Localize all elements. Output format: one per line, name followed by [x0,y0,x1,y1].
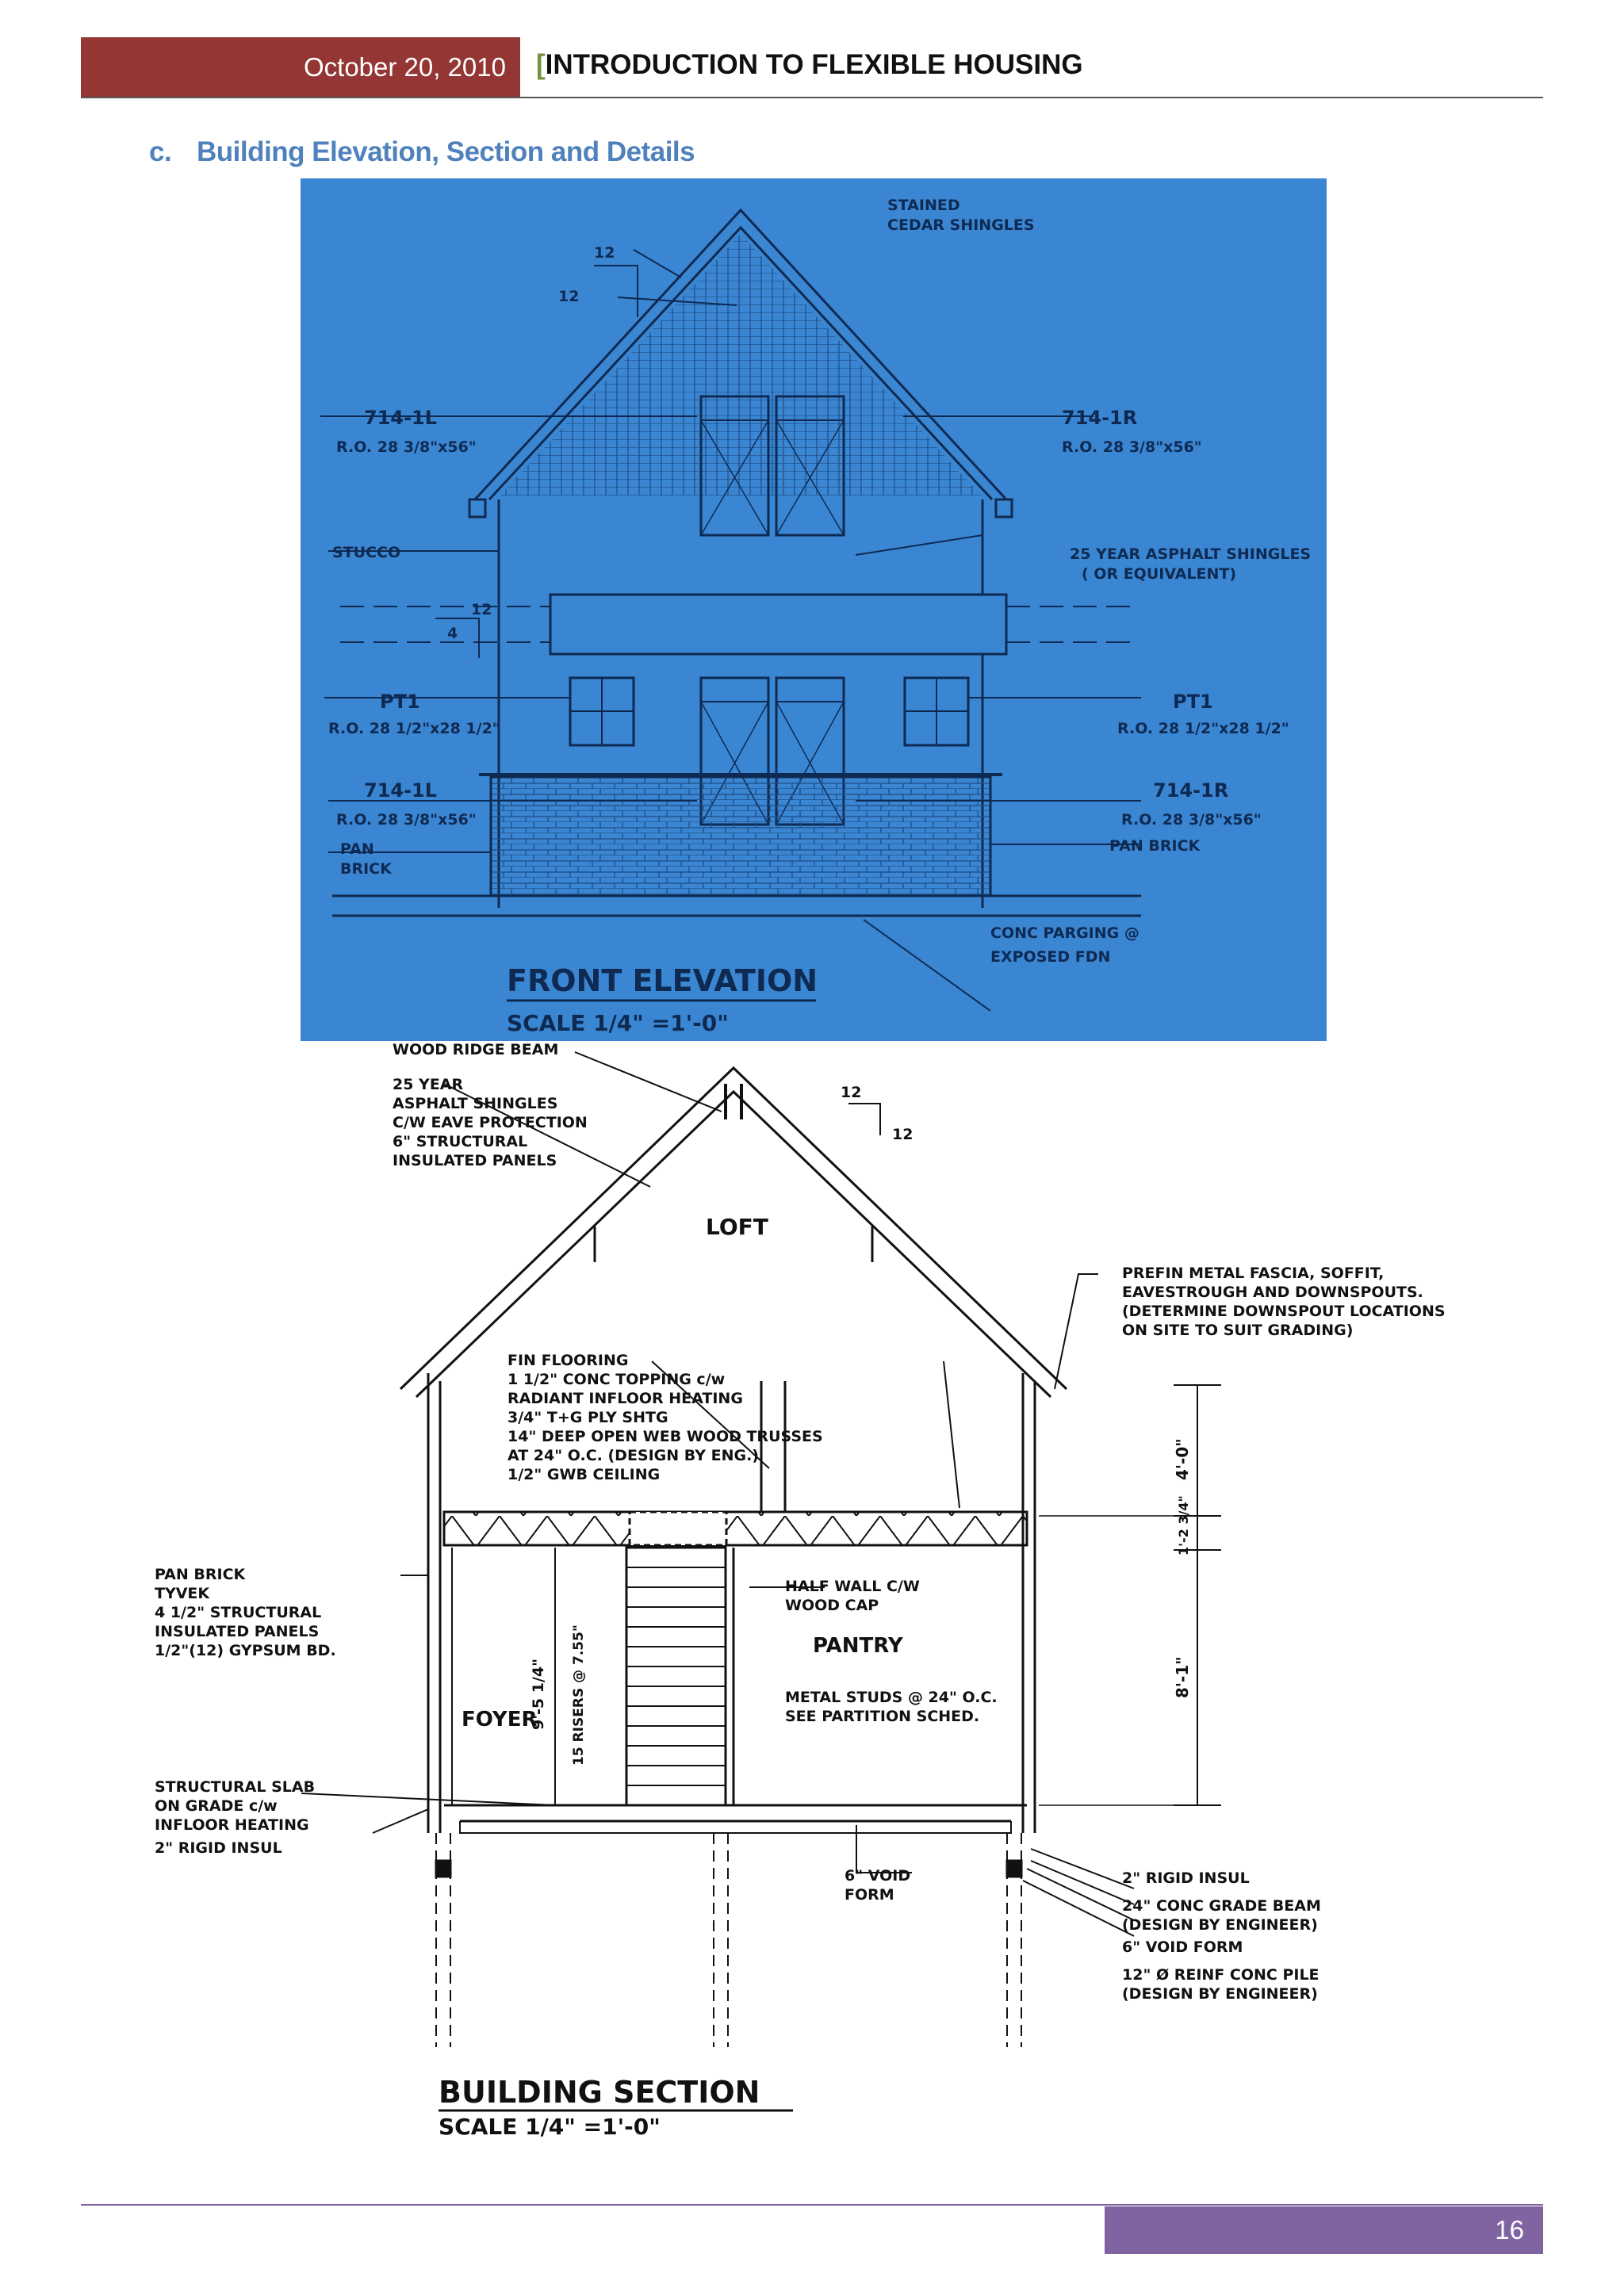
note-slab-3: INFLOOR HEATING [155,1816,309,1834]
tag-upper-left: 714-1L [364,407,438,429]
note-wall-3: 4 1/2" STRUCTURAL [155,1604,322,1621]
note-fascia-3: (DETERMINE DOWNSPOUT LOCATIONS [1122,1303,1446,1320]
note-floor-6: AT 24" O.C. (DESIGN BY ENG.) [508,1447,759,1464]
note-parging-2: EXPOSED FDN [990,948,1111,966]
building-section-svg [143,1040,1507,2150]
note-floor-4: 3/4" T+G PLY SHTG [508,1409,668,1426]
ro-upper-right: R.O. 28 3/8"x56" [1062,438,1202,456]
note-pile-2: (DESIGN BY ENGINEER) [1122,1985,1318,2003]
room-loft: LOFT [706,1214,768,1240]
note-floor-1: FIN FLOORING [508,1352,629,1369]
front-elevation-drawing [301,178,1327,1041]
header-title [536,49,1083,81]
tag-ptt-left: PT1 [380,691,420,713]
note-wall-1: PAN BRICK [155,1566,246,1583]
note-wall-4: INSULATED PANELS [155,1623,320,1640]
note-fascia-2: EAVESTROUGH AND DOWNSPOUTS. [1122,1284,1423,1301]
note-shingles-2: CEDAR SHINGLES [887,216,1035,234]
canopy-pitch-rise: 4 [447,625,458,642]
note-floor-3: RADIANT INFLOOR HEATING [508,1390,743,1407]
front-elevation-svg [301,178,1327,1041]
elevation-scale: SCALE 1/4" =1'-0" [507,1010,729,1036]
note-fascia-4: ON SITE TO SUIT GRADING) [1122,1322,1354,1339]
note-void-right: 6" VOID FORM [1122,1938,1243,1956]
note-roof-4: 6" STRUCTURAL [393,1133,528,1150]
tag-lower-right: 714-1R [1153,779,1229,802]
header-title-text: INTRODUCTION TO FLEXIBLE HOUSING [545,49,1083,80]
note-half-wall-1: HALF WALL C/W [785,1578,920,1595]
note-floor-7: 1/2" GWB CEILING [508,1466,661,1483]
pitch-rise: 12 [892,1126,914,1143]
elevation-title: FRONT ELEVATION [507,963,818,998]
note-ridge-beam: WOOD RIDGE BEAM [393,1041,559,1058]
tag-ptt-right: PT1 [1173,691,1213,713]
note-slab-2: ON GRADE c/w [155,1797,278,1815]
room-pantry: PANTRY [813,1634,903,1658]
section-right-wall [1023,1373,1035,1833]
note-roof-3: C/W EAVE PROTECTION [393,1114,588,1131]
note-floor-2: 1 1/2" CONC TOPPING c/w [508,1371,726,1388]
note-fascia-1: PREFIN METAL FASCIA, SOFFIT, [1122,1265,1385,1282]
page-number: 16 [1495,2215,1524,2244]
pitch-run: 12 [594,244,615,262]
ground-line [332,896,1141,916]
note-grade-beam-2: (DESIGN BY ENGINEER) [1122,1916,1318,1934]
canopy-pitch-run: 12 [471,601,492,618]
note-floor-5: 14" DEEP OPEN WEB WOOD TRUSSES [508,1428,823,1445]
note-roof-5: INSULATED PANELS [393,1152,557,1169]
section-heading [149,136,695,168]
section-left-wall [428,1373,440,1833]
note-pan-brick-left-2: BRICK [340,860,392,878]
note-pile-1: 12" Ø REINF CONC PILE [1122,1966,1320,1984]
note-void-form-2: FORM [845,1886,894,1904]
note-pan-brick-left-1: PAN [340,840,374,858]
note-wall-5: 1/2"(12) GYPSUM BD. [155,1642,336,1659]
pan-brick-base [491,777,990,896]
note-studs-2: SEE PARTITION SCHED. [785,1708,980,1725]
stair-height: 9'-5 1/4" [530,1658,547,1730]
header-date-band [81,37,520,98]
tag-upper-right: 714-1R [1062,407,1138,429]
section-scale: SCALE 1/4" =1'-0" [439,2114,661,2140]
header-bracket: [ [536,49,546,80]
note-half-wall-2: WOOD CAP [785,1597,879,1614]
pitch-run: 12 [841,1084,862,1101]
stair [626,1548,726,1805]
dim-upper: 4'-0" [1173,1438,1192,1480]
section-label: c. [149,136,172,167]
note-pan-brick-right: PAN BRICK [1109,837,1201,855]
ro-ptt-left: R.O. 28 1/2"x28 1/2" [328,720,500,737]
footer-page-band [1105,2206,1543,2254]
note-rigid-left: 2" RIGID INSUL [155,1839,282,1857]
ro-lower-right: R.O. 28 3/8"x56" [1121,811,1262,828]
dim-mid: 1'-2 3/4" [1176,1495,1191,1556]
note-grade-beam-1: 24" CONC GRADE BEAM [1122,1897,1321,1915]
note-shingles-1: STAINED [887,197,960,214]
floor-truss [444,1512,1027,1545]
piles [436,1833,1021,2047]
note-wall-2: TYVEK [155,1585,210,1602]
section-title: BUILDING SECTION [439,2075,760,2110]
note-roof-1: 25 YEAR [393,1076,464,1093]
note-parging-1: CONC PARGING @ [990,924,1139,942]
header-rule [81,97,1543,98]
building-section-drawing [143,1040,1507,2150]
ro-ptt-right: R.O. 28 1/2"x28 1/2" [1117,720,1289,737]
note-slab-1: STRUCTURAL SLAB [155,1778,316,1796]
ro-lower-left: R.O. 28 3/8"x56" [336,811,477,828]
note-asphalt-1: 25 YEAR ASPHALT SHINGLES [1070,545,1312,563]
pitch-rise: 12 [558,288,580,305]
room-foyer: FOYER [462,1708,538,1732]
stair-risers: 15 RISERS @ 7.55" [571,1624,587,1766]
footer-rule [81,2204,1543,2206]
ro-upper-left: R.O. 28 3/8"x56" [336,438,477,456]
note-rigid-right: 2" RIGID INSUL [1122,1869,1250,1887]
section-title: Building Elevation, Section and Details [197,136,695,167]
note-stucco: STUCCO [332,544,401,561]
front-canopy [550,595,1006,654]
header-date: October 20, 2010 [303,52,506,82]
dim-lower: 8'-1" [1173,1656,1192,1698]
note-asphalt-2: ( OR EQUIVALENT) [1082,565,1237,583]
slab [444,1805,1027,1821]
tag-lower-left: 714-1L [364,779,438,802]
note-void-form-1: 6" VOID [845,1867,911,1885]
note-roof-2: ASPHALT SHINGLES [393,1095,558,1112]
note-studs-1: METAL STUDS @ 24" O.C. [785,1689,998,1706]
